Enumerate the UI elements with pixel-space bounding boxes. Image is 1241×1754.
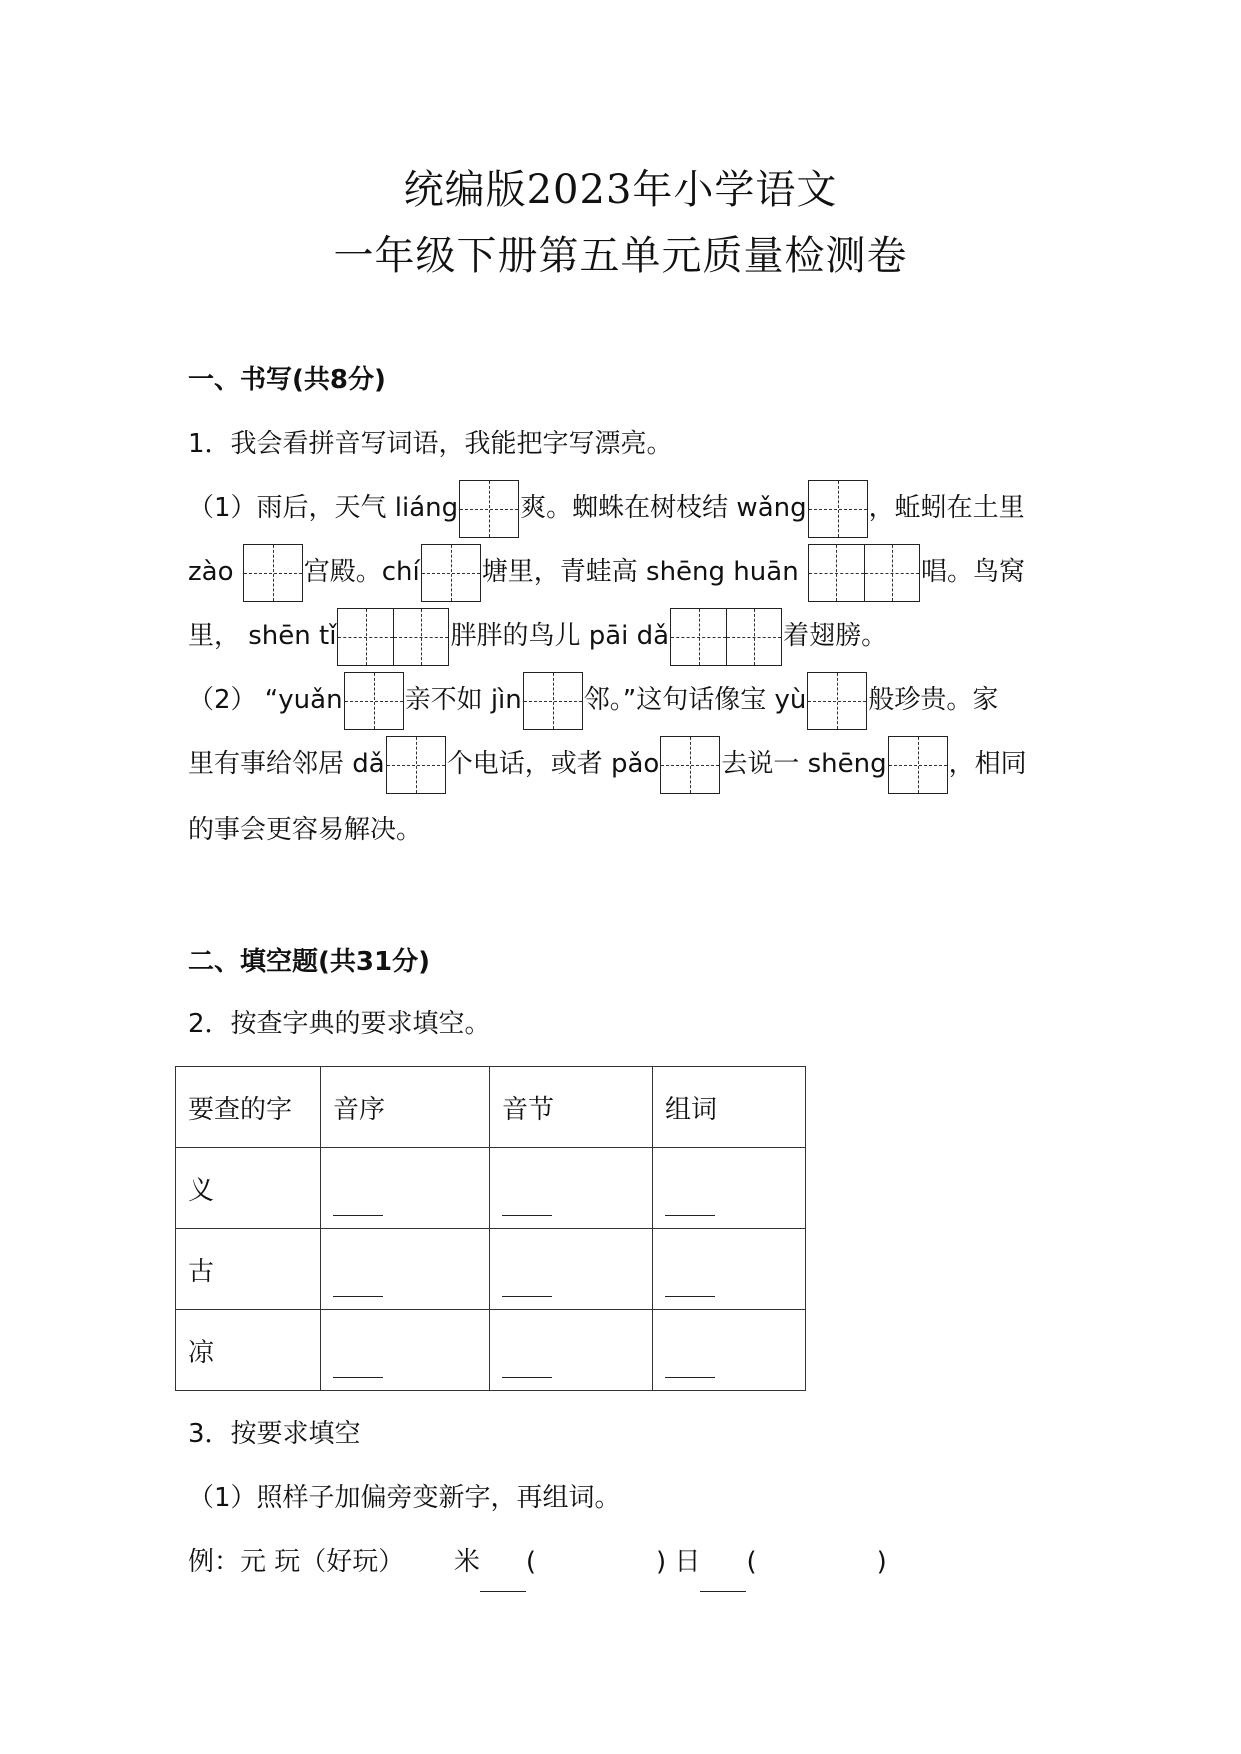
question-1: 1．我会看拼音写词语，我能把字写漂亮。 xyxy=(188,429,673,459)
q1-paragraph-line-3: 里， shēn tǐ 胖胖的鸟儿 pāi dǎ 着翅膀。 xyxy=(188,606,887,666)
answer-blank[interactable] xyxy=(321,1310,490,1391)
answer-blank[interactable] xyxy=(653,1229,806,1310)
fill-blank[interactable] xyxy=(700,1565,746,1592)
writing-grid-double[interactable] xyxy=(670,608,782,666)
writing-grid[interactable] xyxy=(523,672,583,730)
question-2: 2．按查字典的要求填空。 xyxy=(188,1009,491,1039)
table-header: 音序 xyxy=(321,1067,490,1148)
writing-grid[interactable] xyxy=(808,480,868,538)
answer-blank[interactable] xyxy=(321,1229,490,1310)
writing-grid[interactable] xyxy=(660,736,720,794)
q1-paragraph-line-6: 的事会更容易解决。 xyxy=(188,815,423,845)
writing-grid[interactable] xyxy=(243,544,303,602)
fill-blank[interactable] xyxy=(480,1565,526,1592)
writing-grid[interactable] xyxy=(386,736,446,794)
answer-blank[interactable] xyxy=(653,1148,806,1229)
answer-blank[interactable] xyxy=(321,1148,490,1229)
title-line-1: 统编版2023年小学语文 xyxy=(403,167,838,213)
table-header: 要查的字 xyxy=(176,1067,321,1148)
section2-heading: 二、填空题(共31分) xyxy=(188,947,430,977)
writing-grid[interactable] xyxy=(888,736,948,794)
writing-grid[interactable] xyxy=(344,672,404,730)
section1-heading: 一、书写(共8分) xyxy=(188,365,386,395)
answer-blank[interactable] xyxy=(653,1310,806,1391)
question-3: 3．按要求填空 xyxy=(188,1419,361,1449)
answer-blank[interactable] xyxy=(490,1229,653,1310)
table-cell-char: 古 xyxy=(176,1229,321,1310)
q1-paragraph-line-2: zào 宫殿。chí 塘里，青蛙高 shēng huān 唱。鸟窝 xyxy=(188,542,1025,602)
writing-grid[interactable] xyxy=(421,544,481,602)
table-row xyxy=(176,1310,806,1391)
answer-blank[interactable] xyxy=(490,1310,653,1391)
writing-grid[interactable] xyxy=(459,480,519,538)
answer-blank[interactable] xyxy=(490,1148,653,1229)
question-3-1: （1）照样子加偏旁变新字，再组词。 xyxy=(188,1483,621,1513)
table-row xyxy=(176,1229,806,1310)
table-cell-char: 凉 xyxy=(176,1310,321,1391)
table-header-row xyxy=(176,1067,806,1148)
table-row xyxy=(176,1148,806,1229)
q1-paragraph-line-5: 里有事给邻居 dǎ 个电话，或者 pǎo 去说一 shēng ，相同 xyxy=(188,734,1027,794)
writing-grid[interactable] xyxy=(807,672,867,730)
title-line-2: 一年级下册第五单元质量检测卷 xyxy=(333,233,908,279)
writing-grid-double[interactable] xyxy=(808,544,920,602)
writing-grid-double[interactable] xyxy=(337,608,449,666)
example-line: 例：元 玩（好玩） 米 ( ) 日 ( ) xyxy=(188,1532,887,1592)
dictionary-table xyxy=(175,1066,806,1391)
table-header: 组词 xyxy=(653,1067,806,1148)
q1-paragraph-line-1: （1）雨后，天气 liáng 爽。蜘蛛在树枝结 wǎng ，蚯蚓在土里 xyxy=(188,478,1025,538)
table-header: 音节 xyxy=(490,1067,653,1148)
table-cell-char: 义 xyxy=(176,1148,321,1229)
q1-paragraph-line-4: （2） “yuǎn 亲不如 jìn 邻。”这句话像宝 yù 般珍贵。家 xyxy=(188,670,998,730)
